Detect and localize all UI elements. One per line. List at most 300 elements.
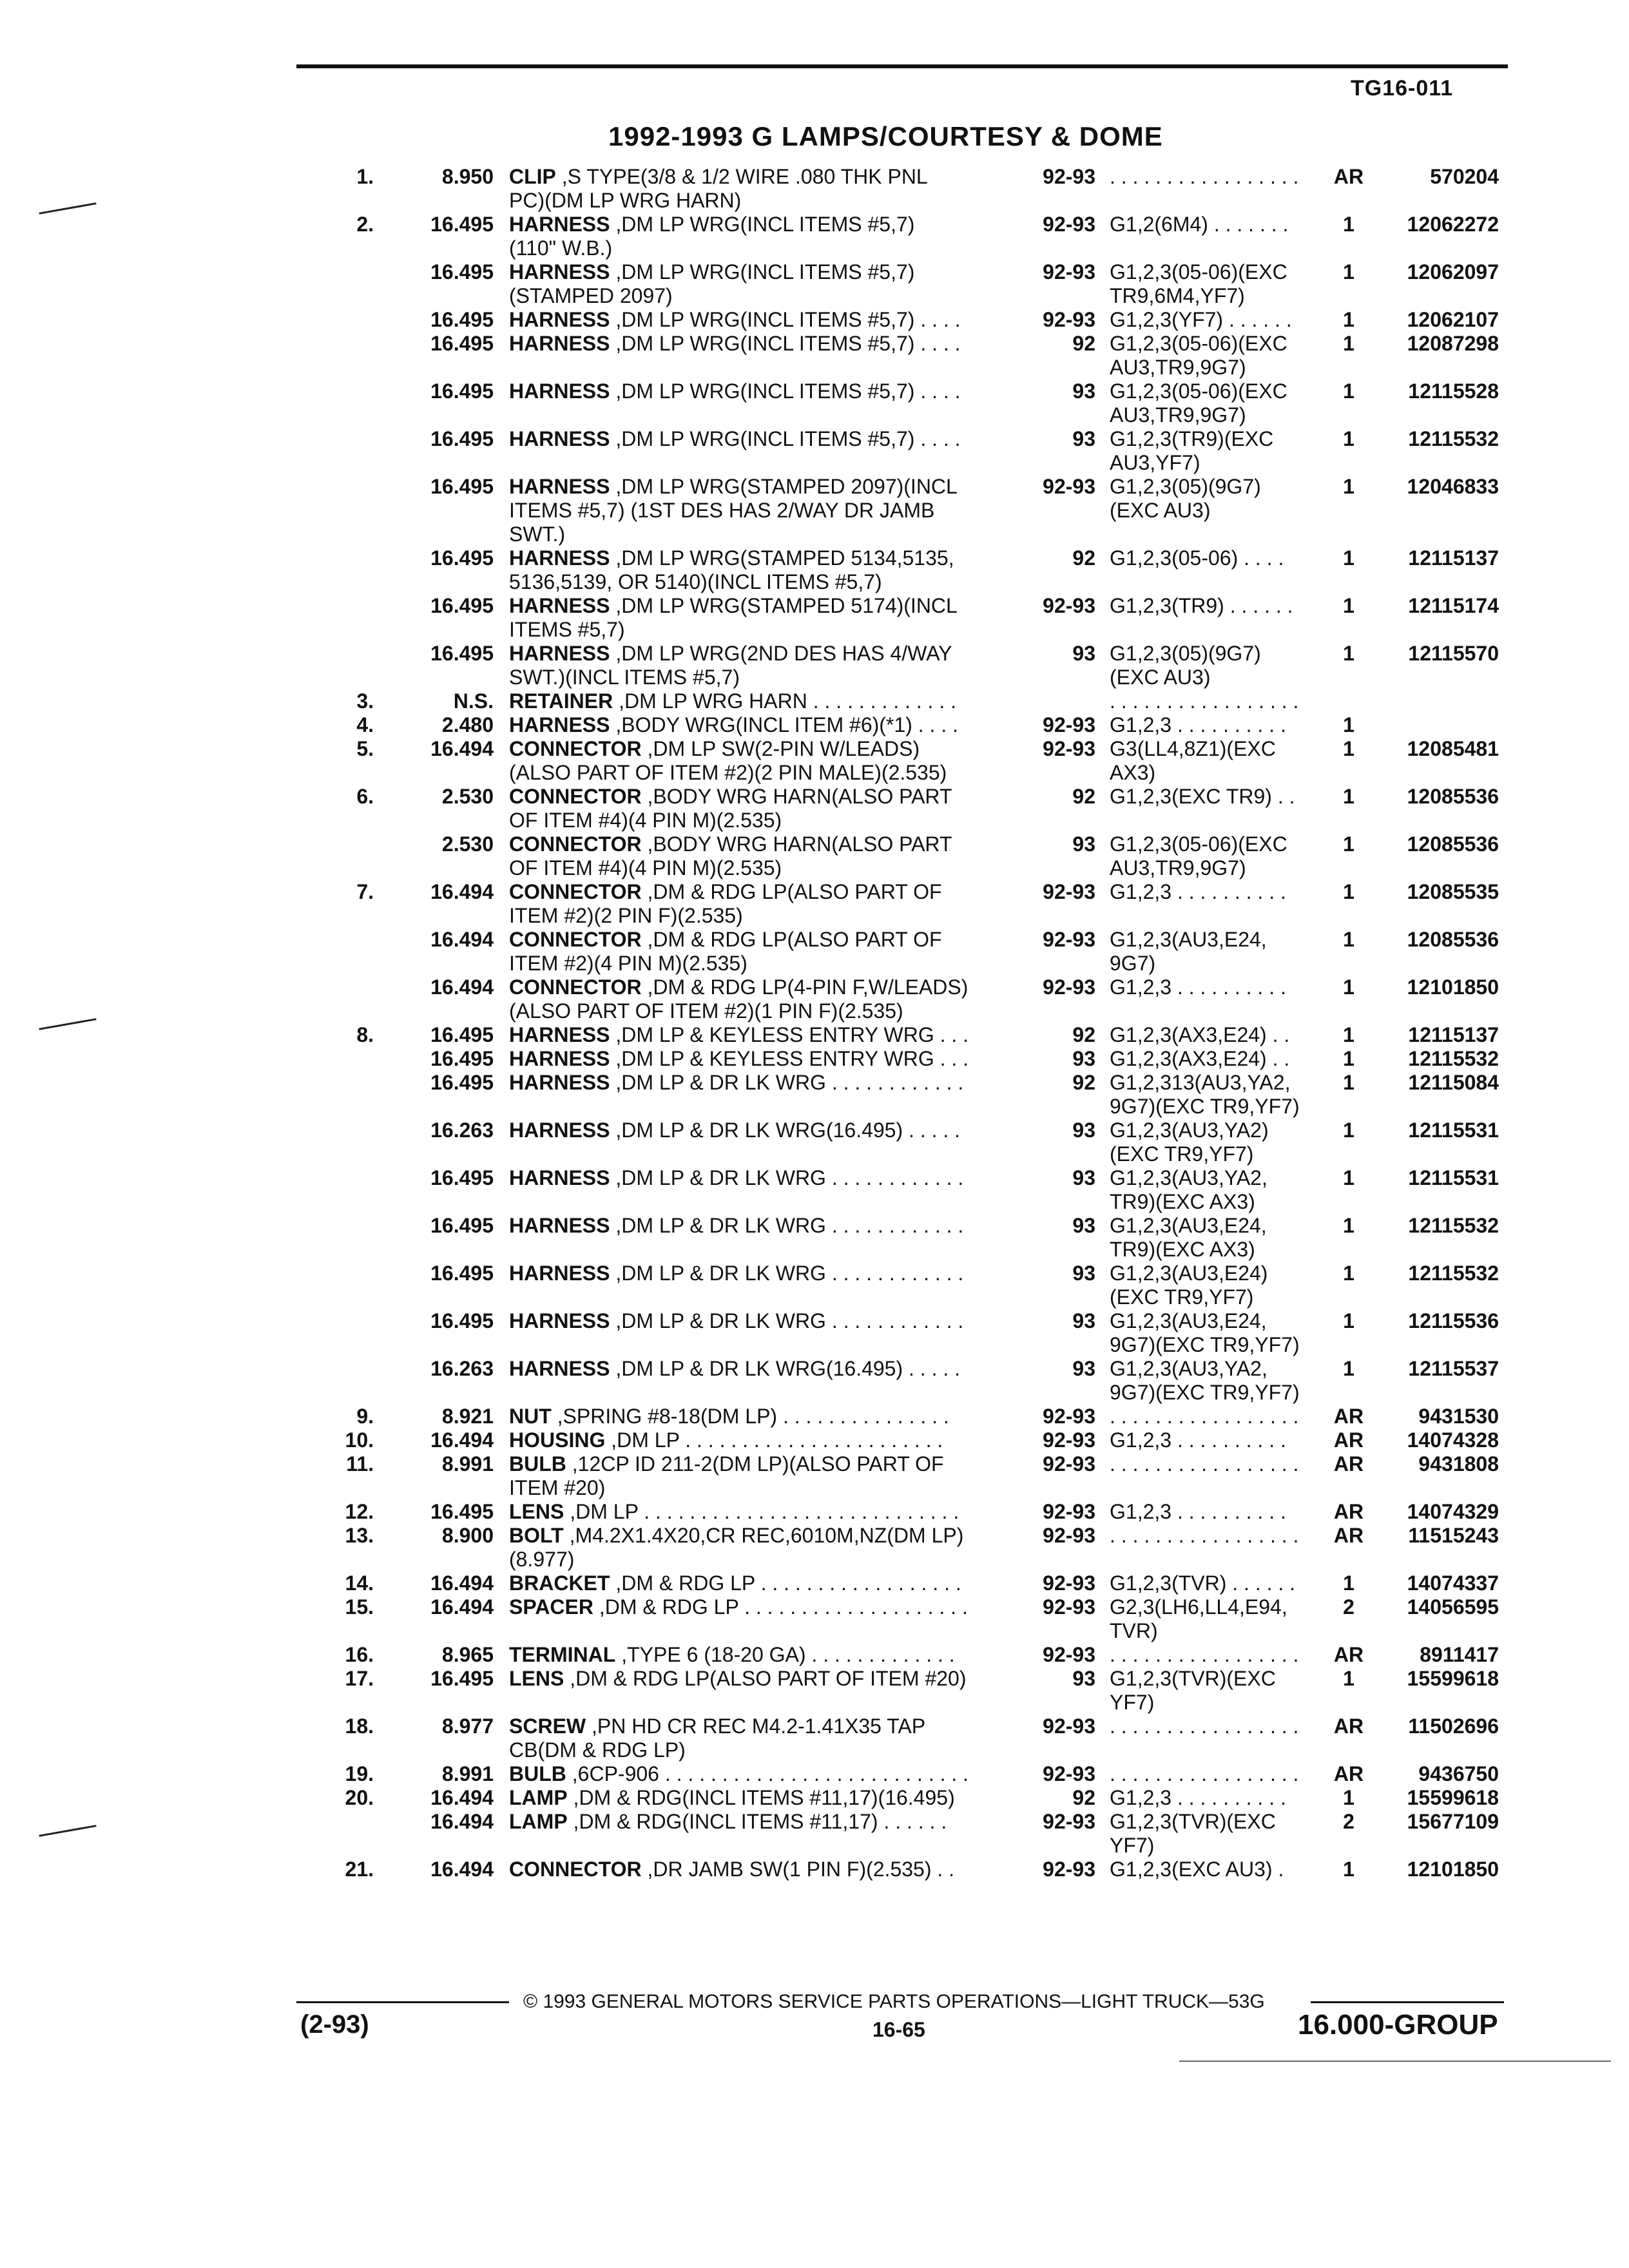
- part-part: 12115531: [1408, 1166, 1499, 1189]
- part-name: NUT: [509, 1405, 552, 1428]
- part-qty: 2: [1343, 1810, 1354, 1833]
- part-year: 92: [1072, 1023, 1095, 1046]
- part-group: 16.495: [430, 332, 494, 355]
- part-description: [509, 1119, 1018, 1142]
- part-description: [509, 1047, 1018, 1071]
- part-year: 93: [1072, 642, 1095, 665]
- part-detail: ,DM LP WRG(STAMPED 5174)(INCL ITEMS #5,7): [509, 594, 958, 641]
- part-group: 16.495: [430, 475, 494, 498]
- part-group: 2.530: [441, 832, 494, 856]
- part-usage: G1,2,3 . . . . . . . . . .: [1110, 1428, 1286, 1452]
- part-detail: ,DM LP & KEYLESS ENTRY WRG . . .: [610, 1023, 969, 1046]
- scan-mark: [1179, 2061, 1611, 2062]
- part-detail: ,DM & RDG(INCL ITEMS #11,17)(16.495): [567, 1786, 955, 1809]
- part-part: 12062107: [1407, 308, 1499, 331]
- part-name: HARNESS: [509, 642, 610, 665]
- part-description: [509, 1428, 1018, 1452]
- footer-rule-left: [296, 2001, 509, 2003]
- part-description: [509, 880, 1018, 928]
- part-year: 92-93: [1043, 975, 1095, 999]
- part-part: 12085481: [1407, 737, 1499, 760]
- part-usage: G1,2,3(AU3,YA2) (EXC TR9,YF7): [1110, 1119, 1269, 1166]
- part-qty: 1: [1343, 1309, 1354, 1332]
- part-qty: 1: [1343, 427, 1354, 450]
- part-group: 8.950: [441, 165, 494, 188]
- part-item: 11.: [346, 1452, 374, 1475]
- part-name: HARNESS: [509, 213, 610, 236]
- part-year: 92: [1072, 1786, 1095, 1809]
- part-item: 5.: [356, 737, 374, 760]
- part-name: HARNESS: [509, 713, 610, 736]
- part-name: LENS: [509, 1667, 564, 1690]
- part-qty: 1: [1343, 546, 1354, 570]
- part-usage: . . . . . . . . . . . . . . . . .: [1110, 1643, 1299, 1666]
- part-usage: G1,2,313(AU3,YA2, 9G7)(EXC TR9,YF7): [1110, 1071, 1300, 1118]
- part-part: 8911417: [1420, 1643, 1499, 1666]
- part-year: 92-93: [1043, 1500, 1095, 1523]
- part-description: [509, 1357, 1018, 1381]
- part-name: HARNESS: [509, 1166, 610, 1189]
- part-year: 92-93: [1043, 737, 1095, 760]
- part-detail: ,SPRING #8-18(DM LP) . . . . . . . . . . . . . . .: [551, 1405, 949, 1428]
- part-qty: 1: [1343, 928, 1354, 951]
- part-description: [509, 332, 1018, 356]
- part-name: HARNESS: [509, 1309, 610, 1332]
- part-description: [509, 594, 1018, 642]
- part-description: [509, 1643, 1018, 1667]
- part-detail: ,DM LP WRG(INCL ITEMS #5,7) (110" W.B.): [509, 213, 915, 260]
- part-description: [509, 1023, 1018, 1047]
- part-usage: G1,2,3 . . . . . . . . . .: [1110, 1786, 1286, 1809]
- page-title: 1992-1993 G LAMPS/COURTESY & DOME: [608, 121, 1163, 151]
- part-name: CONNECTOR: [509, 1858, 642, 1881]
- part-name: HARNESS: [509, 546, 610, 570]
- part-detail: ,DM & RDG LP(ALSO PART OF ITEM #2)(4 PIN M)(2.535): [509, 928, 942, 975]
- part-item: 10.: [345, 1428, 374, 1452]
- part-detail: ,S TYPE(3/8 & 1/2 WIRE .080 THK PNL PC)(DM LP WRG HARN): [509, 165, 928, 212]
- part-detail: ,DM LP WRG(INCL ITEMS #5,7) . . . .: [610, 332, 961, 355]
- part-part: 14074328: [1407, 1428, 1499, 1452]
- part-qty: AR: [1333, 1500, 1364, 1523]
- part-qty: 1: [1343, 1166, 1354, 1189]
- part-detail: ,DM LP . . . . . . . . . . . . . . . . . . . . . . .: [605, 1428, 943, 1452]
- part-year: 93: [1072, 832, 1095, 856]
- part-qty: AR: [1333, 1452, 1364, 1475]
- part-year: 92-93: [1043, 1858, 1095, 1881]
- part-group: 8.965: [441, 1643, 494, 1666]
- part-group: 16.495: [430, 1309, 494, 1332]
- part-name: HOUSING: [509, 1428, 606, 1452]
- part-qty: 1: [1343, 1858, 1354, 1881]
- part-description: [509, 1810, 1018, 1834]
- part-group: 16.495: [430, 642, 494, 665]
- part-usage: G2,3(LH6,LL4,E94, TVR): [1110, 1595, 1287, 1642]
- part-usage: G1,2,3(TVR) . . . . . .: [1110, 1571, 1296, 1595]
- part-part: 12085536: [1407, 785, 1499, 808]
- part-item: 17.: [345, 1667, 374, 1690]
- part-part: 15677109: [1407, 1810, 1499, 1833]
- part-group: 16.494: [430, 975, 494, 999]
- part-name: BULB: [509, 1452, 566, 1475]
- part-usage: . . . . . . . . . . . . . . . . .: [1110, 689, 1299, 713]
- part-name: TERMINAL: [509, 1643, 616, 1666]
- part-qty: 1: [1343, 308, 1354, 331]
- part-detail: ,DM LP & DR LK WRG . . . . . . . . . . . .: [610, 1214, 964, 1237]
- part-detail: ,DM LP WRG(INCL ITEMS #5,7) . . . .: [610, 380, 961, 403]
- part-usage: G1,2,3(05)(9G7) (EXC AU3): [1110, 642, 1261, 689]
- part-usage: G1,2,3 . . . . . . . . . .: [1110, 975, 1286, 999]
- part-part: 12062272: [1407, 213, 1499, 236]
- part-usage: G1,2,3(05-06)(EXC AU3,TR9,9G7): [1110, 832, 1287, 879]
- part-item: 21.: [345, 1858, 374, 1881]
- part-group: 16.494: [430, 880, 494, 903]
- part-description: [509, 1762, 1018, 1786]
- part-usage: G1,2,3 . . . . . . . . . .: [1110, 1500, 1286, 1523]
- part-part: 12115137: [1408, 1023, 1499, 1046]
- part-description: [509, 380, 1018, 403]
- part-part: 12087298: [1407, 332, 1499, 355]
- part-item: 2.: [356, 213, 374, 236]
- part-detail: ,DM & RDG LP(4-PIN F,W/LEADS) (ALSO PART OF ITEM #2)(1 PIN F)(2.535): [509, 975, 969, 1023]
- part-qty: AR: [1333, 1524, 1364, 1547]
- part-name: CONNECTOR: [509, 785, 642, 808]
- part-group: 16.495: [430, 427, 494, 450]
- part-qty: 1: [1343, 213, 1354, 236]
- part-qty: 1: [1343, 880, 1354, 903]
- part-part: 12115084: [1408, 1071, 1499, 1094]
- part-detail: ,DM & RDG(INCL ITEMS #11,17) . . . . . .: [567, 1810, 947, 1833]
- part-qty: 1: [1343, 1119, 1354, 1142]
- part-group: 8.991: [441, 1762, 494, 1785]
- part-year: 92-93: [1043, 1571, 1095, 1595]
- part-description: [509, 475, 1018, 546]
- part-name: HARNESS: [509, 332, 610, 355]
- part-group: 16.263: [430, 1357, 494, 1380]
- part-detail: ,DM LP WRG(STAMPED 2097)(INCL ITEMS #5,7) (1ST DES HAS 2/WAY DR JAMB SWT.): [509, 475, 958, 546]
- part-item: 15.: [345, 1595, 374, 1619]
- part-description: [509, 546, 1018, 594]
- part-year: 92-93: [1043, 1452, 1095, 1475]
- part-item: 20.: [345, 1786, 374, 1809]
- part-group: 16.495: [430, 1047, 494, 1070]
- part-part: 15599618: [1407, 1786, 1499, 1809]
- part-qty: 1: [1343, 260, 1354, 284]
- part-year: 93: [1072, 380, 1095, 403]
- part-part: 12115528: [1408, 380, 1499, 403]
- part-name: LAMP: [509, 1810, 568, 1833]
- part-group: 16.495: [430, 1071, 494, 1094]
- part-usage: G1,2(6M4) . . . . . . .: [1110, 213, 1289, 236]
- part-description: [509, 260, 1018, 308]
- part-usage: . . . . . . . . . . . . . . . . .: [1110, 1405, 1299, 1428]
- part-part: 12062097: [1407, 260, 1499, 284]
- part-detail: ,DM LP & DR LK WRG . . . . . . . . . . . .: [610, 1262, 964, 1285]
- part-name: HARNESS: [509, 427, 610, 450]
- part-usage: . . . . . . . . . . . . . . . . .: [1110, 1762, 1299, 1785]
- part-part: 12115536: [1408, 1309, 1499, 1332]
- part-part: 570204: [1430, 165, 1499, 188]
- part-detail: ,DM LP & DR LK WRG . . . . . . . . . . . .: [610, 1309, 964, 1332]
- part-part: 12085536: [1407, 928, 1499, 951]
- part-detail: ,BODY WRG HARN(ALSO PART OF ITEM #4)(4 PIN M)(2.535): [509, 832, 952, 879]
- part-item: 6.: [356, 785, 374, 808]
- part-item: 19.: [345, 1762, 374, 1785]
- part-usage: G1,2,3 . . . . . . . . . .: [1110, 880, 1286, 903]
- part-part: 12115570: [1408, 642, 1499, 665]
- part-usage: G1,2,3(EXC AU3) .: [1110, 1858, 1284, 1881]
- part-usage: G1,2,3(TR9) . . . . . .: [1110, 594, 1293, 617]
- part-year: 92-93: [1043, 165, 1095, 188]
- part-part: 12115537: [1408, 1357, 1499, 1380]
- part-group: 16.494: [430, 737, 494, 760]
- part-year: 92-93: [1043, 475, 1095, 498]
- part-name: BULB: [509, 1762, 566, 1785]
- part-part: 14056595: [1407, 1595, 1499, 1619]
- part-year: 92-93: [1043, 1810, 1095, 1833]
- part-year: 93: [1072, 1262, 1095, 1285]
- part-usage: G1,2,3 . . . . . . . . . .: [1110, 713, 1286, 736]
- part-name: CONNECTOR: [509, 737, 642, 760]
- part-usage: G1,2,3(AU3,E24) (EXC TR9,YF7): [1110, 1262, 1268, 1309]
- part-name: HARNESS: [509, 1262, 610, 1285]
- part-name: SPACER: [509, 1595, 593, 1619]
- part-group: 16.495: [430, 594, 494, 617]
- part-detail: ,DM & RDG LP . . . . . . . . . . . . . . . . . .: [610, 1571, 961, 1595]
- part-detail: ,DM & RDG LP(ALSO PART OF ITEM #20): [564, 1667, 967, 1690]
- part-usage: G1,2,3(AU3,YA2, 9G7)(EXC TR9,YF7): [1110, 1357, 1300, 1404]
- part-qty: 1: [1343, 332, 1354, 355]
- part-part: 12115137: [1408, 546, 1499, 570]
- part-detail: ,12CP ID 211-2(DM LP)(ALSO PART OF ITEM #20): [509, 1452, 944, 1499]
- part-year: 92: [1072, 785, 1095, 808]
- part-usage: G1,2,3(TVR)(EXC YF7): [1110, 1810, 1276, 1857]
- part-detail: ,DM LP & DR LK WRG(16.495) . . . . .: [610, 1119, 961, 1142]
- part-qty: AR: [1333, 165, 1364, 188]
- part-qty: 1: [1343, 785, 1354, 808]
- part-qty: 1: [1343, 642, 1354, 665]
- part-qty: 1: [1343, 1047, 1354, 1070]
- part-year: 93: [1072, 1047, 1095, 1070]
- part-description: [509, 832, 1018, 880]
- footer-date: (2-93): [300, 2010, 369, 2039]
- part-description: [509, 713, 1018, 737]
- part-year: 93: [1072, 1214, 1095, 1237]
- part-group: 16.495: [430, 380, 494, 403]
- part-part: 12115532: [1408, 427, 1499, 450]
- part-qty: 2: [1343, 1595, 1354, 1619]
- part-qty: AR: [1333, 1428, 1364, 1452]
- part-detail: ,DM & RDG LP . . . . . . . . . . . . . . . . . . . .: [593, 1595, 968, 1619]
- part-description: [509, 1595, 1018, 1619]
- part-name: HARNESS: [509, 260, 610, 284]
- part-qty: 1: [1343, 737, 1354, 760]
- part-detail: ,DM LP . . . . . . . . . . . . . . . . . . . . . . . . . . . .: [564, 1500, 959, 1523]
- part-year: 92-93: [1043, 1715, 1095, 1738]
- part-description: [509, 1715, 1018, 1762]
- part-detail: ,DM LP SW(2-PIN W/LEADS) (ALSO PART OF ITEM #2)(2 PIN MALE)(2.535): [509, 737, 947, 784]
- part-item: 1.: [356, 165, 374, 188]
- part-usage: . . . . . . . . . . . . . . . . .: [1110, 165, 1299, 188]
- part-group: 16.495: [430, 1667, 494, 1690]
- part-description: [509, 689, 1018, 713]
- part-qty: 1: [1343, 1357, 1354, 1380]
- part-name: LAMP: [509, 1786, 568, 1809]
- part-group: 16.495: [430, 213, 494, 236]
- part-detail: ,6CP-906 . . . . . . . . . . . . . . . . . . . . . . . . . . .: [566, 1762, 969, 1785]
- part-group: N.S.: [453, 689, 494, 713]
- part-usage: G3(LL4,8Z1)(EXC AX3): [1110, 737, 1276, 784]
- part-name: CLIP: [509, 165, 556, 188]
- part-year: 92-93: [1043, 1405, 1095, 1428]
- part-item: 16.: [345, 1643, 374, 1666]
- footer-page-number: 16-65: [872, 2018, 925, 2041]
- part-part: 12085535: [1407, 880, 1499, 903]
- part-detail: ,DM LP & DR LK WRG . . . . . . . . . . . .: [610, 1166, 964, 1189]
- part-part: 11502696: [1408, 1715, 1499, 1738]
- part-description: [509, 213, 1018, 260]
- part-year: 92-93: [1043, 880, 1095, 903]
- part-usage: G1,2,3(05-06)(EXC TR9,6M4,YF7): [1110, 260, 1287, 307]
- part-year: 92-93: [1043, 1643, 1095, 1666]
- part-group: 16.495: [430, 546, 494, 570]
- part-year: 93: [1072, 1309, 1095, 1332]
- part-description: [509, 165, 1018, 213]
- part-description: [509, 975, 1018, 1023]
- part-group: 16.494: [430, 1571, 494, 1595]
- part-year: 92-93: [1043, 308, 1095, 331]
- part-year: 93: [1072, 1667, 1095, 1690]
- part-detail: ,BODY WRG(INCL ITEM #6)(*1) . . . .: [610, 713, 958, 736]
- part-usage: G1,2,3(AU3,E24, TR9)(EXC AX3): [1110, 1214, 1267, 1261]
- footer-group: 16.000-GROUP: [1298, 2009, 1498, 2041]
- part-group: 16.495: [430, 1500, 494, 1523]
- part-qty: 1: [1343, 1786, 1354, 1809]
- part-year: 92: [1072, 1071, 1095, 1094]
- part-part: 12101850: [1407, 975, 1499, 999]
- part-year: 92-93: [1043, 213, 1095, 236]
- part-description: [509, 1571, 1018, 1595]
- part-description: [509, 1214, 1018, 1238]
- part-year: 92-93: [1043, 713, 1095, 736]
- part-year: 92-93: [1043, 1524, 1095, 1547]
- part-year: 92-93: [1043, 594, 1095, 617]
- part-detail: ,DM LP WRG HARN . . . . . . . . . . . . .: [613, 689, 956, 713]
- part-usage: G1,2,3(AX3,E24) . .: [1110, 1023, 1290, 1046]
- part-group: 8.977: [441, 1715, 494, 1738]
- part-name: HARNESS: [509, 594, 610, 617]
- part-usage: G1,2,3(05-06)(EXC AU3,TR9,9G7): [1110, 380, 1287, 427]
- part-description: [509, 642, 1018, 689]
- part-name: SCREW: [509, 1715, 586, 1738]
- part-name: CONNECTOR: [509, 928, 642, 951]
- part-qty: 1: [1343, 1023, 1354, 1046]
- part-description: [509, 1786, 1018, 1810]
- part-usage: G1,2,3(AU3,E24, 9G7): [1110, 928, 1267, 975]
- part-description: [509, 1524, 1018, 1571]
- part-qty: AR: [1333, 1405, 1364, 1428]
- part-name: RETAINER: [509, 689, 613, 713]
- part-part: 12085536: [1407, 832, 1499, 856]
- part-usage: G1,2,3(TR9)(EXC AU3,YF7): [1110, 427, 1274, 474]
- part-qty: 1: [1343, 594, 1354, 617]
- part-usage: G1,2,3(AU3,YA2, TR9)(EXC AX3): [1110, 1166, 1268, 1213]
- part-usage: G1,2,3(TVR)(EXC YF7): [1110, 1667, 1276, 1714]
- part-name: HARNESS: [509, 308, 610, 331]
- part-group: 2.530: [441, 785, 494, 808]
- part-year: 92: [1072, 546, 1095, 570]
- part-name: CONNECTOR: [509, 832, 642, 856]
- part-name: HARNESS: [509, 1357, 610, 1380]
- part-group: 16.494: [430, 928, 494, 951]
- part-usage: . . . . . . . . . . . . . . . . .: [1110, 1524, 1299, 1547]
- part-group: 16.494: [430, 1786, 494, 1809]
- part-qty: AR: [1333, 1762, 1364, 1785]
- part-group: 8.991: [441, 1452, 494, 1475]
- part-detail: ,DM LP & DR LK WRG(16.495) . . . . .: [610, 1357, 961, 1380]
- footer-copyright: © 1993 GENERAL MOTORS SERVICE PARTS OPERATIONS—LIGHT TRUCK—53G: [523, 1991, 1265, 2012]
- part-item: 3.: [356, 689, 374, 713]
- part-group: 16.494: [430, 1858, 494, 1881]
- part-year: 92-93: [1043, 928, 1095, 951]
- part-qty: 1: [1343, 713, 1354, 736]
- part-group: 16.494: [430, 1810, 494, 1833]
- part-group: 16.495: [430, 1023, 494, 1046]
- part-description: [509, 1166, 1018, 1190]
- part-description: [509, 308, 1018, 332]
- part-description: [509, 737, 1018, 785]
- part-item: 4.: [356, 713, 374, 736]
- part-group: 16.495: [430, 1214, 494, 1237]
- part-detail: ,DM LP WRG(STAMPED 5134,5135, 5136,5139, OR 5140)(INCL ITEMS #5,7): [509, 546, 954, 593]
- part-group: 2.480: [441, 713, 494, 736]
- part-name: BRACKET: [509, 1571, 610, 1595]
- part-item: 14.: [345, 1571, 374, 1595]
- part-detail: ,M4.2X1.4X20,CR REC,6010M,NZ(DM LP) (8.977): [509, 1524, 964, 1571]
- part-qty: 1: [1343, 1571, 1354, 1595]
- part-detail: ,DM & RDG LP(ALSO PART OF ITEM #2)(2 PIN F)(2.535): [509, 880, 942, 927]
- part-detail: ,DM LP WRG(INCL ITEMS #5,7) (STAMPED 2097): [509, 260, 915, 307]
- part-qty: AR: [1333, 1643, 1364, 1666]
- part-detail: ,DM LP WRG(INCL ITEMS #5,7) . . . .: [610, 427, 961, 450]
- part-name: HARNESS: [509, 1023, 610, 1046]
- part-group: 8.921: [441, 1405, 494, 1428]
- part-year: 92: [1072, 332, 1095, 355]
- part-description: [509, 1262, 1018, 1285]
- part-name: BOLT: [509, 1524, 564, 1547]
- part-name: CONNECTOR: [509, 975, 642, 999]
- part-year: 93: [1072, 1166, 1095, 1189]
- part-group: 16.494: [430, 1595, 494, 1619]
- part-part: 12115532: [1408, 1262, 1499, 1285]
- part-qty: 1: [1343, 1071, 1354, 1094]
- part-part: 12115532: [1408, 1047, 1499, 1070]
- part-usage: G1,2,3(EXC TR9) . .: [1110, 785, 1295, 808]
- part-part: 12115532: [1408, 1214, 1499, 1237]
- part-description: [509, 427, 1018, 451]
- part-name: HARNESS: [509, 475, 610, 498]
- part-group: 16.263: [430, 1119, 494, 1142]
- part-detail: ,DM LP & DR LK WRG . . . . . . . . . . . .: [610, 1071, 964, 1094]
- part-usage: G1,2,3(05-06)(EXC AU3,TR9,9G7): [1110, 332, 1287, 379]
- part-description: [509, 1452, 1018, 1500]
- part-part: 12101850: [1407, 1858, 1499, 1881]
- part-part: 9431530: [1418, 1405, 1499, 1428]
- part-name: HARNESS: [509, 1071, 610, 1094]
- part-description: [509, 1071, 1018, 1095]
- part-part: 14074329: [1407, 1500, 1499, 1523]
- part-year: 93: [1072, 427, 1095, 450]
- part-item: 8.: [356, 1023, 374, 1046]
